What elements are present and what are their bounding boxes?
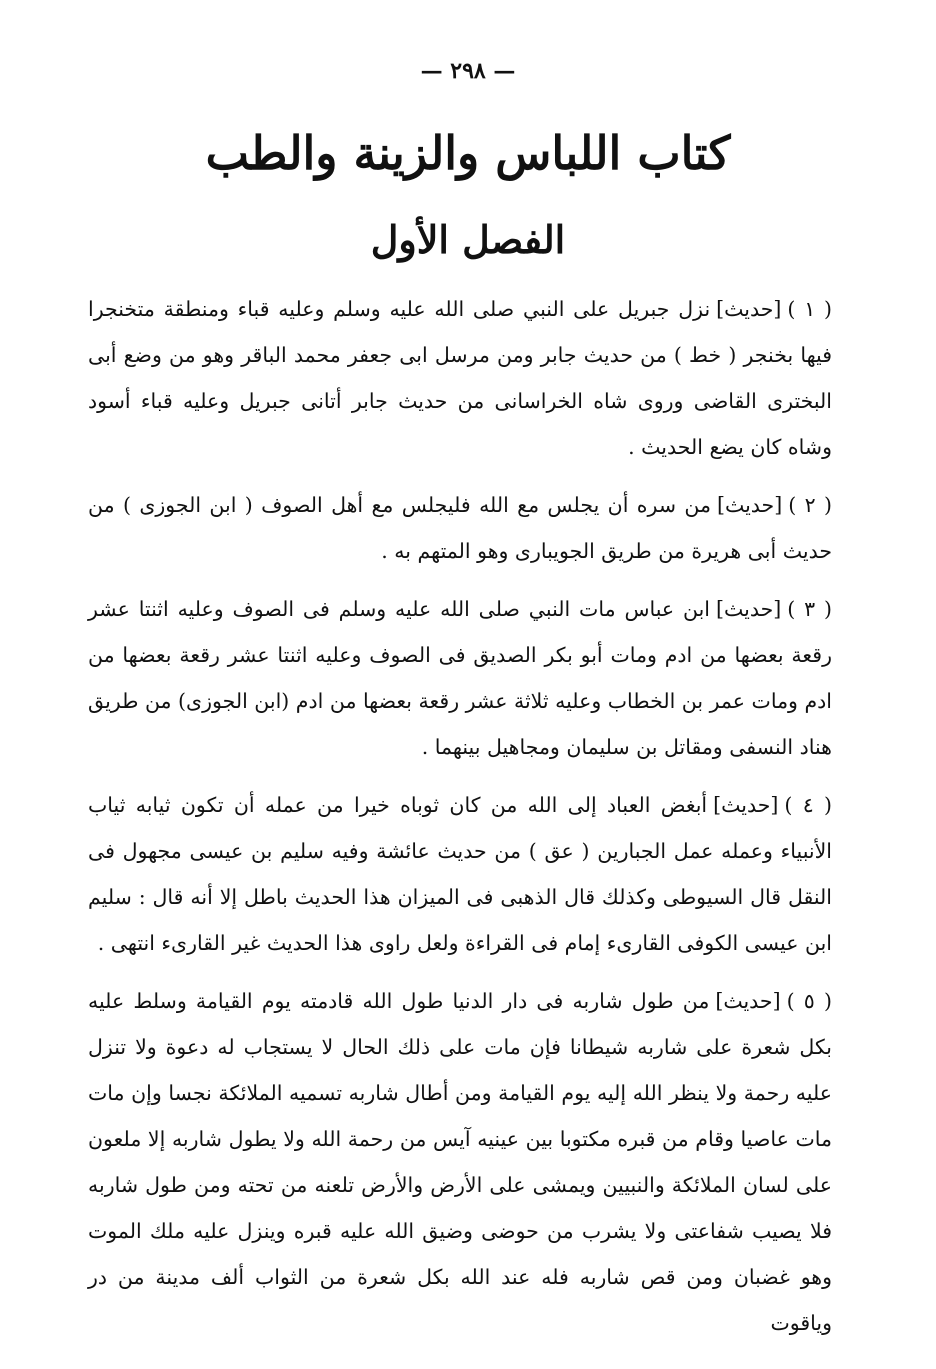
hadith-number: ( ٢ ) — [788, 493, 832, 517]
hadith-label: [حديث] — [713, 793, 779, 817]
hadith-entry — [88, 482, 832, 574]
hadith-entry — [88, 586, 832, 770]
hadith-label: [حديث] — [716, 297, 782, 321]
hadith-entry — [88, 286, 832, 470]
hadith-text: أبغض العباد إلى الله من كان ثوباه خيرا من عمله أن تكون ثيابه ثياب الأنبياء وعمله عمل الجبارين ( عق ) من حديث عائشة وفيه سليم بن عيسى مجهول فى النقل قال السيوطى وكذلك قال الذهبى فى الميزان هذا الحديث باطل إلا أنه قال : سليم ابن عيسى الكوفى القارىء إمام فى القراءة ولعل راوى هذا الحديث غير القارىء انتهى . — [88, 793, 832, 955]
hadith-text: من سره أن يجلس مع الله فليجلس مع أهل الصوف ( ابن الجوزى ) من حديث أبى هريرة من طريق الجويبارى وهو المتهم به . — [88, 493, 832, 563]
hadith-number: ( ٤ ) — [784, 793, 833, 817]
hadith-text: من طول شاربه فى دار الدنيا طول الله قادمته يوم القيامة وسلط عليه بكل شعرة على شاربه شيطانا فإن مات على ذلك الحال لا يستجاب له دعوة ولا تنزل عليه رحمة ولا ينظر الله إليه يوم القيامة ومن أطال شاربه تسميه الملائكة نجسا وإن مات مات عاصيا وقام من قبره مكتوبا بين عينيه آيس من رحمة الله ولا يطول شاربه إلا ملعون على لسان الملائكة والنبيين ويمشى على الأرض والأرض تلعنه من تحته ومن طول شاربه فلا يصيب شفاعتى ولا يشرب من حوضى وضيق الله عليه قبره وينزل عليه ملك الموت وهو غضبان ومن قص شاربه فله عند الله بكل شعرة من الثواب ألف مدينة من در وياقوت — [88, 989, 832, 1335]
section-title: الفصل الأول — [370, 217, 566, 262]
hadith-number: ( ٥ ) — [786, 989, 833, 1013]
hadith-list — [88, 286, 832, 1346]
hadith-label: [حديث] — [716, 597, 782, 621]
page-number: — ٢٩٨ — — [420, 58, 516, 84]
hadith-number: ( ٣ ) — [787, 597, 832, 621]
hadith-number: ( ١ ) — [787, 297, 832, 321]
hadith-text: ابن عباس مات النبي صلى الله عليه وسلم فى الصوف وعليه اثنتا عشر رقعة بعضها من ادم ومات أبو بكر الصديق فى الصوف وعليه اثنتا عشر رقعة بعضها من ادم ومات عمر بن الخطاب وعليه ثلاثة عشر رقعة بعضها من ادم (ابن الجوزى) من طريق هناد النسفى ومقاتل بن سليمان ومجاهيل بينهما . — [88, 597, 832, 759]
hadith-text: نزل جبريل على النبي صلى الله عليه وسلم وعليه قباء ومنطقة متخنجرا فيها بخنجر ( خط ) من حديث جابر ومن مرسل ابى جعفر محمد الباقر وهو من وضع أبى البخترى القاضى وروى شاه الخراسانى من حديث جابر أتانى جبريل وعليه قباء أسود وشاه كان يضع الحديث . — [88, 297, 832, 459]
book-title: كتاب اللباس والزينة والطب — [205, 126, 731, 180]
hadith-entry — [88, 978, 832, 1346]
hadith-label: [حديث] — [716, 493, 783, 517]
hadith-label: [حديث] — [715, 989, 781, 1013]
hadith-entry — [88, 782, 832, 966]
